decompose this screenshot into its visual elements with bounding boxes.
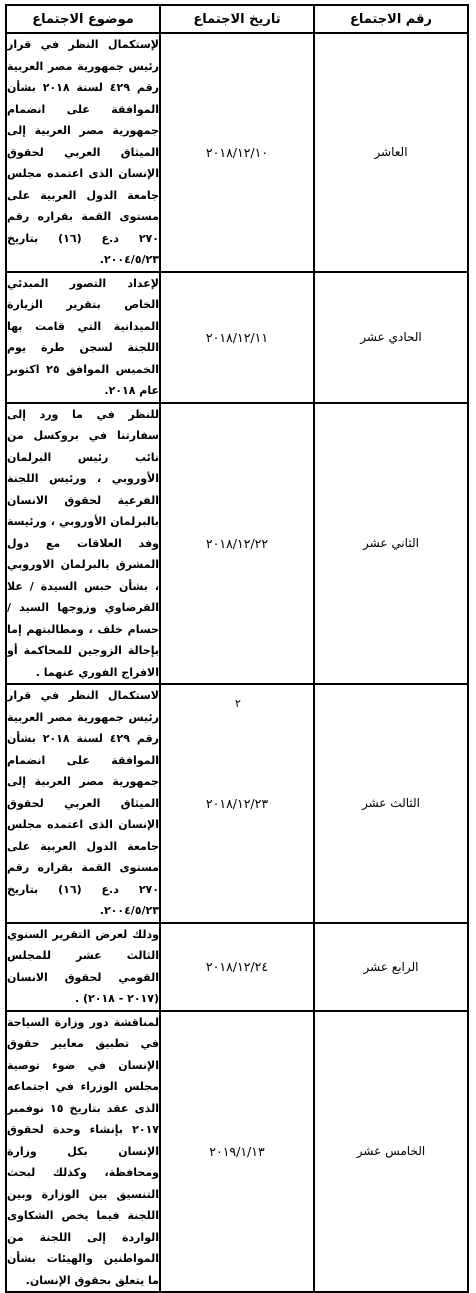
- header-meeting-number: رقم الاجتماع: [314, 5, 468, 33]
- table-row: [6, 1011, 468, 1293]
- meeting-topic: لإعداد التصور المبدئي الخاص بتقرير الزيارة الميدانية التي قامت بها اللجنة لسجن طرة يوم الخميس الموافق ٢٥ اكتوبر عام ٢٠١٨.: [6, 272, 160, 403]
- header-meeting-topic: موضوع الاجتماع: [6, 5, 160, 33]
- table-row: [6, 403, 468, 685]
- meeting-topic: لمناقشة دور وزارة السياحة في تطبيق معايير حقوق الإنسان في ضوء توصية مجلس الوزراء في اجتماعه الذى عقد بتاريخ ١٥ نوفمبر ٢٠١٧ بإنشاء وحدة لحقوق الإنسان بكل وزارة ومحافظة، وكذلك لبحث التنسيق بين الوزارة وبين اللجنة فيما يخص الشكاوى الواردة إلى اللجنة من المواطنين والهيئات بشأن ما يتعلق بحقوق الإنسان.: [6, 1011, 160, 1293]
- meeting-date: ٢٠١٨/١٢/٢٣: [160, 684, 314, 923]
- meeting-date: ٢٠١٨/١٢/٢٤: [160, 923, 314, 1011]
- meeting-date: ٢٠١٨/١٢/١٠: [160, 33, 314, 272]
- table-header-row: [6, 5, 468, 33]
- meeting-topic: وذلك لعرض التقرير السنوي الثالث عشر للمجلس القومي لحقوق الانسان (٢٠١٧ - ٢٠١٨) .: [6, 923, 160, 1011]
- meetings-table: [5, 4, 469, 1293]
- table-row: [6, 272, 468, 403]
- meeting-topic: للنظر في ما ورد إلى سفارتنا في بروكسل من نائب رئيس البرلمان الأوروبي ، ورئيس اللجنة الفرعية لحقوق الانسان بالبرلمان الأوروبي ، ورئيسة وفد العلاقات مع دول المشرق بالبرلمان الاوروبي ، بشأن حبس السيدة / علا القرضاوي وزوجها السيد / حسام خلف ، ومطالبتهم إما بإحالة الزوجين للمحاكمة أو الافراج الفوري عنهما .: [6, 403, 160, 685]
- meeting-number: العاشر: [314, 33, 468, 272]
- table-row: [6, 923, 468, 1011]
- meeting-number: الخامس عشر: [314, 1011, 468, 1293]
- meeting-number: الثالث عشر: [314, 684, 468, 923]
- table-row: [6, 684, 468, 923]
- meeting-topic: لاستكمال النظر في قرار رئيس جمهورية مصر العربية رقم ٤٢٩ لسنة ٢٠١٨ بشأن الموافقة على انضمام جمهورية مصر العربية إلى الميثاق العربي لحقوق الإنسان الذى اعتمده مجلس جامعة الدول العربية على مستوى القمة بقراره رقم ٢٧٠ د.ع (١٦) بتاريخ ٢٠٠٤/٥/٢٣.: [6, 684, 160, 923]
- meeting-number: الثاني عشر: [314, 403, 468, 685]
- meeting-topic: لإستكمال النظر في قرار رئيس جمهورية مصر العربية رقم ٤٢٩ لسنة ٢٠١٨ بشأن الموافقة على انضمام جمهورية مصر العربية إلى الميثاق العربي لحقوق الإنسان الذى اعتمده مجلس جامعة الدول العربية على مستوى القمة بقراره رقم ٢٧٠ د.ع (١٦) بتاريخ ٢٠٠٤/٥/٢٣.: [6, 33, 160, 272]
- table-row: [6, 33, 468, 272]
- meeting-number: الرابع عشر: [314, 923, 468, 1011]
- page-number: ٢: [235, 697, 241, 710]
- header-meeting-date: تاريخ الاجتماع: [160, 5, 314, 33]
- meeting-date: ٢٠١٨/١٢/٢٢: [160, 403, 314, 685]
- meeting-date: ٢٠١٩/١/١٣: [160, 1011, 314, 1293]
- meeting-date: ٢٠١٨/١٢/١١: [160, 272, 314, 403]
- meeting-number: الحادي عشر: [314, 272, 468, 403]
